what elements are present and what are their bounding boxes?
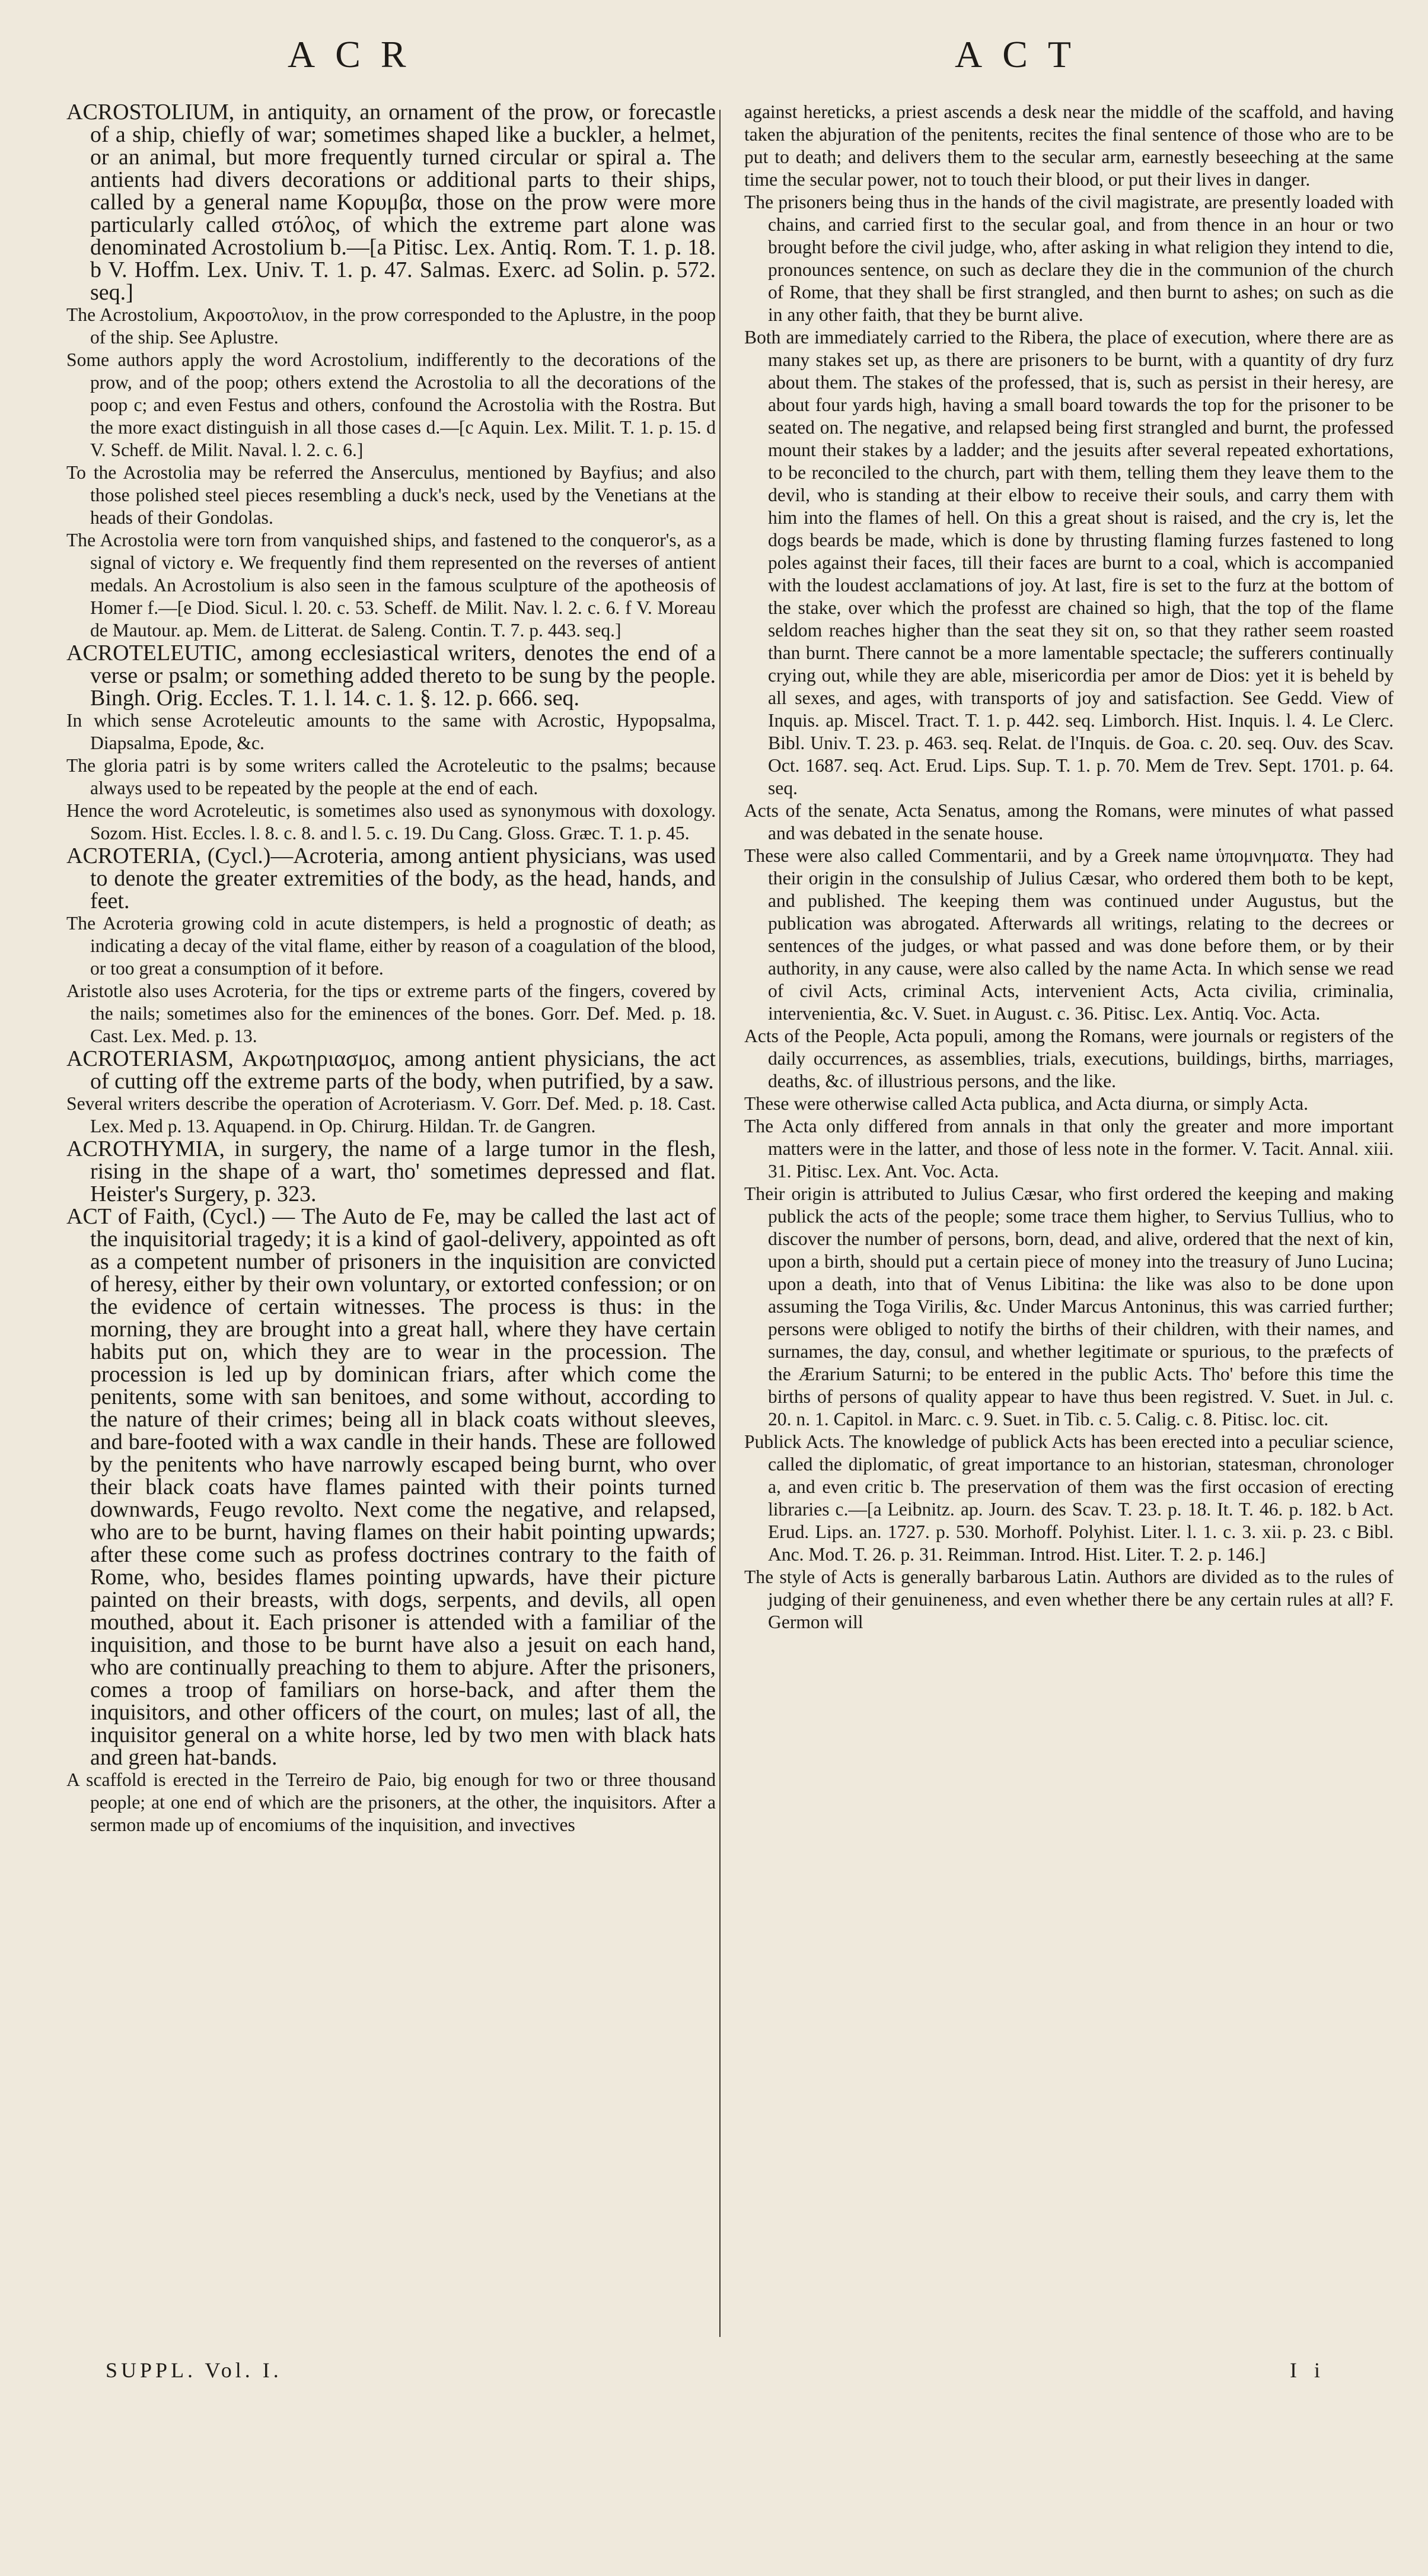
left-column — [66, 101, 716, 1836]
entry-acrothymia: ACROTHYMIA, in surgery, the name of a large tumor in the flesh, rising in the shape of a wart, tho' sometimes depressed and flat. Heister's Surgery, p. 323. — [66, 1136, 716, 1206]
paragraph: The Acta only differed from annals in that only the greater and more important matters were in the latter, and those of less note in the former. V. Tacit. Annal. xiii. 31. Pitisc. Lex. Ant. Voc. Acta. — [744, 1116, 1394, 1182]
paragraph: The Acroteria growing cold in acute distempers, is held a prognostic of death; as indicating a decay of the vital flame, either by reason of a coagulation of the blood, or too great a consumption of it before. — [66, 913, 716, 979]
paragraph: The Acrostolia were torn from vanquished ships, and fastened to the conqueror's, as a signal of victory e. We frequently find them represented on the reverses of antient medals. An Acrostolium is also seen in the famous sculpture of the apotheosis of Homer f.—[e Diod. Sicul. l. 20. c. 53. Scheff. de Milit. Nav. l. 2. c. 6. f V. Moreau de Mautour. ap. Mem. de Litterat. de Saleng. Contin. T. 7. p. 443. seq.] — [66, 530, 716, 641]
entry-act-of-faith: ACT of Faith, (Cycl.) — The Auto de Fe, may be called the last act of the inquisitorial tragedy; it is a kind of gaol-delivery, appointed as oft as a competent number of prisoners in the inquisition are convicted of heresy, either by their own voluntary, or extorted confession; or on the evidence of certain witnesses. The process is thus: in the morning, they are brought into a great hall, where they have certain habits put on, which they are to wear in the procession. The procession is led up by dominican friars, after which come the penitents, some with san benitoes, and some without, according to the nature of their crimes; being all in black coats without sleeves, and bare-footed with a wax candle in their hands. These are followed by the penitents who have narrowly escaped being burnt, who over their black coats have flames painted with their points turned downwards, Feugo revolto. Next come the negative, and relapsed, who are to be burnt, having flames on their habit pointing upwards; after these come such as profess doctrines contrary to the faith of Rome, who, besides flames pointing upwards, have their picture painted on their breasts, with dogs, serpents, and devils, all open mouthed, about it. Each prisoner is attended with a familiar of the inquisition, and those to be burnt have also a jesuit on each hand, who are continually preaching to them to abjure. After the prisoners, comes a troop of familiars on horse-back, and after them the inquisitors, and other officers of the court, on mules; last of all, the inquisitor general on a white horse, led by two men with black hats and green hat-bands. — [66, 1204, 716, 1770]
entry-acts-of-the-senate: Acts of the senate, Acta Senatus, among the Romans, were minutes of what passed and was debated in the senate house. — [744, 800, 1394, 843]
running-head-right: ACT — [955, 33, 1091, 75]
entry-acroteriasm: ACROTERIASM, Ακρωτηριασμος, among antient physicians, the act of cutting off the extreme parts of the body, when putrified, by a saw. — [66, 1046, 716, 1094]
paragraph: The style of Acts is generally barbarous Latin. Authors are divided as to the rules of judging of their genuineness, and even whether there be any certain rules at all? F. Germon will — [744, 1566, 1394, 1632]
entry-acroteria: ACROTERIA, (Cycl.)—Acroteria, among antient physicians, was used to denote the greater extremities of the body, as the head, hands, and feet. — [66, 843, 716, 913]
running-head-left: ACR — [288, 33, 426, 75]
entry-publick-acts: Publick Acts. The knowledge of publick Acts has been erected into a peculiar science, called the diplomatic, of great importance to an historian, statesman, chronologer a, and even critic b. The preservation of them was the first occasion of erecting libraries c.—[a Leibnitz. ap. Journ. des Scav. T. 23. p. 18. It. T. 46. p. 182. b Act. Erud. Lips. an. 1727. p. 530. Morhoff. Polyhist. Liter. l. 1. c. 3. xii. p. 23. c Bibl. Anc. Mod. T. 26. p. 31. Reimman. Introd. Hist. Liter. T. 2. p. 146.] — [744, 1431, 1394, 1565]
column-rule — [719, 110, 721, 2337]
volume-signature: SUPPL. Vol. I. — [106, 2358, 282, 2382]
signature-mark: I i — [1290, 2358, 1326, 2382]
paragraph: against hereticks, a priest ascends a desk near the middle of the scaffold, and having taken the abjuration of the penitents, recites the final sentence of those who are to be put to death; and delivers them to the secular arm, earnestly beseeching at the same time the secular power, not to touch their blood, or put their lives in danger. — [744, 101, 1394, 190]
paragraph: Their origin is attributed to Julius Cæsar, who first ordered the keeping and making publick the acts of the people; some trace them higher, to Servius Tullius, who to discover the number of persons, born, dead, and alive, ordered that the next of kin, upon a birth, should put a certain piece of money into the treasury of Juno Lucina; upon a death, into that of Venus Libitina: the like was also to be done upon assuming the Toga Virilis, &c. Under Marcus Antoninus, this was carried further; persons were obliged to notify the births of their children, with their names, and surnames, the day, consul, and whether legitimate or spurious, to the præfects of the Ærarium Saturni; to be entered in the public Acts. Tho' before this time the births of persons of quality appear to have thus been registred. V. Suet. in Jul. c. 20. n. 1. Capitol. in Marc. c. 9. Suet. in Tib. c. 5. Calig. c. 8. Pitisc. loc. cit. — [744, 1183, 1394, 1429]
paragraph: In which sense Acroteleutic amounts to the same with Acrostic, Hypopsalma, Diapsalma, Epode, &c. — [66, 710, 716, 753]
paragraph: Aristotle also uses Acroteria, for the tips or extreme parts of the fingers, covered by the nails; sometimes also for the eminences of the bones. Gorr. Def. Med. p. 18. Cast. Lex. Med. p. 13. — [66, 980, 716, 1046]
entry-acrostolium: ACROSTOLIUM, in antiquity, an ornament of the prow, or forecastle of a ship, chiefly of war; sometimes shaped like a buckler, a helmet, or an animal, but more frequently turned circular or spiral a. The antients had divers decorations or additional parts to their ships, called by a general name Κορυμβα, those on the prow were more particularly called στόλος, of which the extreme part alone was denominated Acrostolium b.—[a Pitisc. Lex. Antiq. Rom. T. 1. p. 18. b V. Hoffm. Lex. Univ. T. 1. p. 47. Salmas. Exerc. ad Solin. p. 572. seq.] — [66, 100, 716, 305]
right-column — [744, 101, 1394, 1634]
entry-acroteleutic: ACROTELEUTIC, among ecclesiastical writers, denotes the end of a verse or psalm; or something added thereto to be sung by the people. Bingh. Orig. Eccles. T. 1. l. 14. c. 1. §. 12. p. 666. seq. — [66, 641, 716, 711]
entry-acts-of-the-people: Acts of the People, Acta populi, among the Romans, were journals or registers of the daily occurrences, as assemblies, trials, executions, buildings, births, marriages, deaths, &c. of illustrious persons, and the like. — [744, 1026, 1394, 1091]
paragraph: The gloria patri is by some writers called the Acroteleutic to the psalms; because always used to be repeated by the people at the end of each. — [66, 755, 716, 798]
paragraph: To the Acrostolia may be referred the Anserculus, mentioned by Bayfius; and also those polished steel pieces resembling a duck's neck, used by the Venetians at the heads of their Gondolas. — [66, 462, 716, 528]
paragraph: A scaffold is erected in the Terreiro de Paio, big enough for two or three thousand people; at one end of which are the prisoners, at the other, the inquisitors. After a sermon made up of encomiums of the inquisition, and invectives — [66, 1769, 716, 1835]
paragraph: Some authors apply the word Acrostolium, indifferently to the decorations of the prow, and of the poop; others extend the Acrostolia to all the decorations of the poop c; and even Festus and others, confound the Acrostolia with the Rostra. But the more exact distinguish in all those cases d.—[c Aquin. Lex. Milit. T. 1. p. 15. d V. Scheff. de Milit. Naval. l. 2. c. 6.] — [66, 349, 716, 460]
paragraph: Several writers describe the operation of Acroteriasm. V. Gorr. Def. Med. p. 18. Cast. Lex. Med p. 13. Aquapend. in Op. Chirurg. Hildan. Tr. de Gangren. — [66, 1093, 716, 1136]
paragraph: Both are immediately carried to the Ribera, the place of execution, where there are as many stakes set up, as there are prisoners to be burnt, with a quantity of dry furz about them. The stakes of the professed, that is, such as persist in their heresy, are about four yards high, having a small board towards the top for the prisoner to be seated on. The negative, and relapsed being first strangled and burnt, the professed mount their stakes by a ladder; and the jesuits after several repeated exhortations, to be reconciled to the church, part with them, telling them they leave them to the devil, who is standing at their elbow to receive their souls, and carry them with him into the flames of hell. On this a great shout is raised, and the cry is, let the dogs beards be made, which is done by thrusting flaming furzes fastened to long poles against their faces, till their faces are burnt to a coal, which is accompanied with the loudest acclamations of joy. At last, fire is set to the furz at the bottom of the stake, over which the professt are chained so high, that the top of the flame seldom reaches higher than the seat they sit on, so that they rather seem roasted than burnt. There cannot be a more lamentable spectacle; the sufferers continually crying out, while they are able, misericordia per amor de Dios: yet it is beheld by all sexes, and ages, with transports of joy and satisfaction. See Gedd. View of Inquis. ap. Miscel. Tract. T. 1. p. 442. seq. Limborch. Hist. Inquis. l. 4. Le Clerc. Bibl. Univ. T. 23. p. 463. seq. Relat. de l'Inquis. de Goa. c. 20. seq. Ouv. des Scav. Oct. 1687. seq. Act. Erud. Lips. Sup. T. 1. p. 70. Mem de Trev. Sept. 1701. p. 64. seq. — [744, 327, 1394, 798]
paragraph: The prisoners being thus in the hands of the civil magistrate, are presently loaded with chains, and carried first to the secular goal, and from thence in an hour or two brought before the civil judge, who, after asking in what religion they intend to die, pronounces sentence, on such as declare they die in the communion of the church of Rome, that they shall be first strangled, and then burnt to ashes; on such as die in any other faith, that they be burnt alive. — [744, 192, 1394, 325]
paragraph: These were also called Commentarii, and by a Greek name ὑπομνηματα. They had their origin in the consulship of Julius Cæsar, who ordered them both to be kept, and published. The keeping them was continued under Augustus, but the publication was abrogated. Afterwards all writings, relating to the decrees or sentences of the judges, or what passed and was done before them, or by their authority, in any cause, were also called by the name Acta. In which sense we read of civil Acts, criminal Acts, intervenient Acts, Acta civilia, criminalia, intervenientia, &c. V. Suet. in August. c. 36. Pitisc. Lex. Antiq. Voc. Acta. — [744, 845, 1394, 1024]
paragraph: Hence the word Acroteleutic, is sometimes also used as synonymous with doxology. Sozom. Hist. Eccles. l. 8. c. 8. and l. 5. c. 19. Du Cang. Gloss. Græc. T. 1. p. 45. — [66, 800, 716, 843]
paragraph: The Acrostolium, Ακροστολιον, in the prow corresponded to the Aplustre, in the poop of the ship. See Aplustre. — [66, 304, 716, 348]
paragraph: These were otherwise called Acta publica, and Acta diurna, or simply Acta. — [744, 1093, 1308, 1114]
